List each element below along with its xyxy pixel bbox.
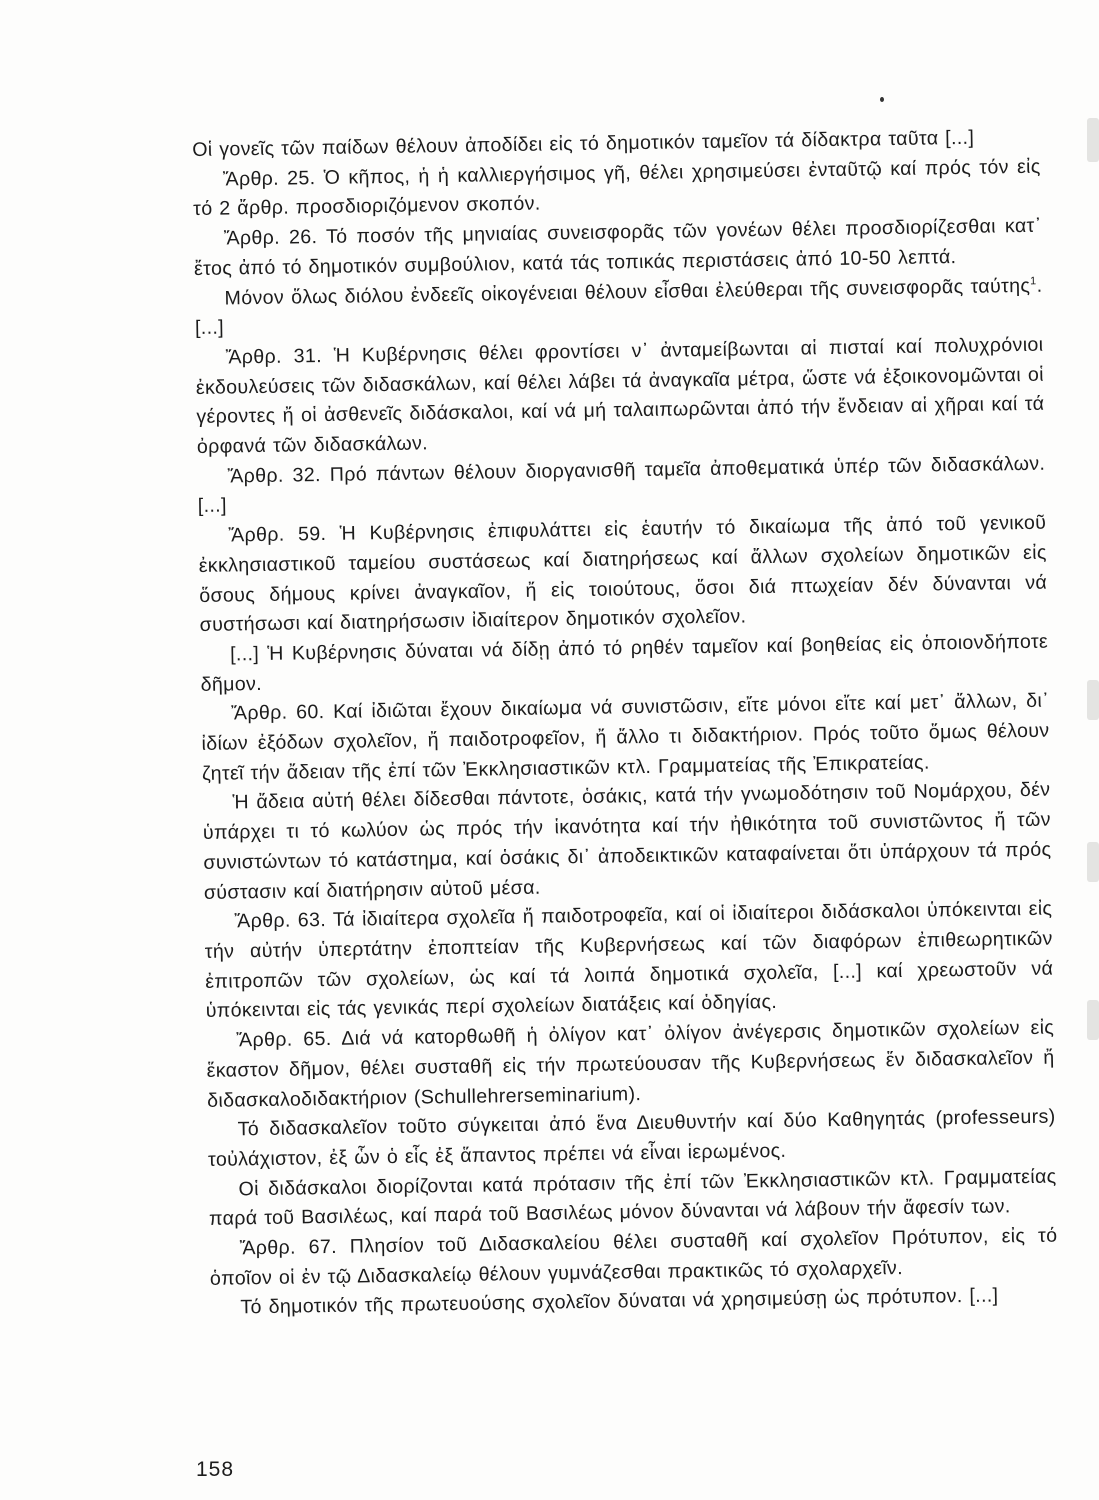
paragraph-article-26: Ἄρθρ. 26. Τό ποσόν τῆς μηνιαίας συνεισφορᾶς τῶν γονέων θέλει προσδιορίζεσθαι κατ᾽ ἔτος ἀπό τό δημοτικόν συμβούλιον, κατά τάς τοπικάς περιστάσεις ἀπό 10-50 λεπτά. [193,214,1042,280]
body-text [192,123,1059,1324]
paragraph-permission: Ἡ ἄδεια αὐτή θέλει δίδεσθαι πάντοτε, ὁσάκις, κατά τήν γνωμοδότησιν τοῦ Νομάρχου, δέν ὑπάρχει τι τό κωλύον ὡς πρός τήν ἱκανότητα καί τήν ἠθικότητα τοῦ συνιστῶντος ἤ τῶν συνιστώντων τό κατάστημα, καί ὁσάκις δι᾽ ἀποδεικτικῶν καταφαίνεται ὅτι ὑπάρχουν τά πρός σύστασιν καί διατήρησιν αὐτοῦ μέσα. [202,779,1052,904]
bleed-through-mark [1087,842,1099,882]
page-number: 158 [196,1458,235,1481]
paragraph-article-31: Ἄρθρ. 31. Ἡ Κυβέρνησις θέλει φροντίσει ν᾽ ἀνταμείβωνται αἱ πισταί καί πολυχρόνιοι ἐκδουλεύσεις τῶν διδασκάλων, καί θέλει λάβει τά ἀναγκαῖα μέτρα, ὥστε νά ἐξοικονομῶνται οἱ γέροντες ἤ οἱ ἀσθενεῖς διδάσκαλοι, καί νά μή ταλαιπωρῶνται ἀπό τήν ἔνδειαν αἱ χῆραι καί τά ὀρφανά τῶν διδασκάλων. [195,333,1045,458]
paragraph-article-32: Ἄρθρ. 32. Πρό πάντων θέλουν διοργανισθῆ ταμεῖα ἀποθεματικά ὑπέρ τῶν διδασκάλων. [...] [197,452,1046,518]
footnote-marker: 1 [1030,274,1037,287]
paragraph-article-59: Ἄρθρ. 59. Ἡ Κυβέρνησις ἐπιφυλάττει εἰς ἑαυτήν τό δικαίωμα τῆς ἀπό τοῦ γενικοῦ ἐκκλησιαστικοῦ ταμείου συστάσεως καί διατηρήσεως καί ἄλλων σχολείων δημοτικῶν εἰς ὅσους δήμους κρίνει ἀναγκαῖον, ἤ εἰς τοιούτους, ὅσοι διά πτωχείαν δέν δύνανται νά συστήσωσι καί διατηρήσωσιν ἰδιαίτερον δημοτικόν σχολεῖον. [198,511,1048,637]
paragraph-article-67: Ἄρθρ. 67. Πλησίον τοῦ Διδασκαλείου θέλει συσταθῆ καί σχολεῖον Πρότυπον, εἰς τό ὁποῖον οἱ ἐν τῷ Διδασκαλείῳ θέλουν γυμνάζεσθαι πρακτικῶς τό σχολαρχεῖν. [209,1224,1058,1290]
paragraph-article-60: Ἄρθρ. 60. Καί ἰδιῶται ἔχουν δικαίωμα νά συνιστῶσιν, εἴτε μόνοι εἴτε καί μετ᾽ ἄλλων, δι᾽ ἰδίων ἐξόδων σχολεῖον, ἤ παιδοτροφεῖον, ἤ ἄλλο τι διδακτήριον. Πρός τοῦτο ὅμως θέλουν ζητεῖ τήν ἄδειαν τῆς ἐπί τῶν Ἐκκλησιαστικῶν κτλ. Γραμματείας τῆς Ἐπικρατείας. [201,689,1050,785]
paragraph-article-63: Ἄρθρ. 63. Τά ἰδιαίτερα σχολεῖα ἤ παιδοτροφεῖα, καί οἱ ἰδιαίτεροι διδάσκαλοι ὑπόκεινται εἰς τήν αὐτήν ὑπερτάτην ἐποπτείαν τῆς Κυβερνήσεως καί τῶν διαφόρων ἐπιθεωρητικῶν ἐπιτροπῶν τῶν σχολείων, ὡς καί τά λοιπά δημοτικά σχολεῖα, [...] καί χρεωστοῦν νά ὑπόκεινται εἰς τάς γενικάς περί σχολείων διατάξεις καί ὁδηγίας. [204,897,1054,1023]
bleed-through-mark [1087,118,1099,162]
bleed-through-mark [1087,680,1099,720]
paragraph-teachers: Οἱ διδάσκαλοι διορίζονται κατά πρότασιν τῆς ἐπί τῶν Ἐκκλησιαστικῶν κτλ. Γραμματείας παρά τοῦ Βασιλέως, καί παρά τοῦ Βασιλέως μόνον δύνανται νά λάβουν τήν ἄφεσίν των. [208,1165,1057,1231]
paragraph-article-25: Ἄρθρ. 25. Ὁ κῆπος, ἡ ἡ καλλιεργήσιμος γῆ, θέλει χρησιμεύσει ἐνταῦτῷ καί πρός τόν εἰς τό 2 ἄρθρ. προσδιοριζόμενον σκοπόν. [192,155,1041,221]
paragraph-model-school: Τό δημοτικόν τῆς πρωτευούσης σχολεῖον δύναται νά χρησιμεύσῃ ὡς πρότυπον. [...] [240,1284,999,1319]
bleed-through-mark [1087,1000,1099,1040]
paragraph-article-65: Ἄρθρ. 65. Διά νά κατορθωθῆ ἡ ὀλίγον κατ᾽ ὀλίγον ἀνέγερσις δημοτικῶν σχολείων εἰς ἕκαστον δῆμον, θέλει συσταθῆ εἰς τήν πρωτεύουσαν τῆς Κυβερνήσεως ἕν διδασκαλεῖον ἤ διδασκαλοδιδακτήριον (Schullehrerseminarium). [206,1016,1055,1112]
paragraph-intro: Οἱ γονεῖς τῶν παίδων θέλουν ἀποδίδει εἰς τό δημοτικόν ταμεῖον τά δίδακτρα ταῦτα [...] [192,126,975,161]
paragraph-seminary: Τό διδασκαλεῖον τοῦτο σύγκειται ἀπό ἕνα Διευθυντήν καί δύο Καθηγητάς (professeurs) τοὐλάχιστον, ἐξ ὧν ὁ εἷς ἐξ ἅπαντος πρέπει νά εἶναι ἱερωμένος. [207,1105,1056,1171]
print-speck [880,97,884,102]
paragraph-text: . [...] [194,274,1043,340]
paragraph-text: Μόνον ὅλως διόλου ἐνδεεῖς οἰκογένειαι θέλουν εἶσθαι ἐλεύθεραι τῆς συνεισφορᾶς ταύτης [224,274,1031,310]
paragraph-government-aid: [...] Ἡ Κυβέρνησις δύναται νά δίδῃ ἀπό τό ρηθέν ταμεῖον καί βοηθείας εἰς ὁποιονδήποτε δῆμον. [200,630,1049,696]
